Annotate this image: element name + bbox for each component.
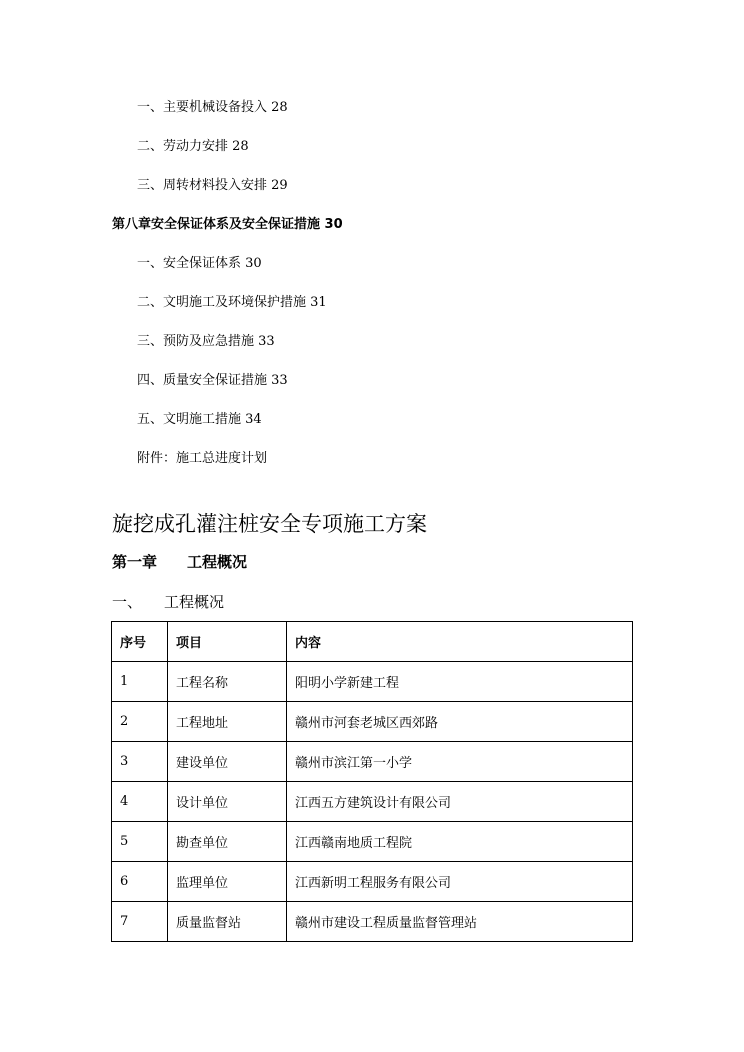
toc-entry: 附件：施工总进度计划	[137, 451, 268, 466]
chapter-heading	[112, 552, 247, 572]
toc-entry: 四、质量安全保证措施 33	[137, 373, 288, 388]
table-header-row	[112, 622, 633, 662]
cell-content: 江西新明工程服务有限公司	[287, 862, 633, 902]
cell-number: 2	[112, 702, 168, 742]
table-row	[112, 742, 633, 782]
toc-entry: 三、周转材料投入安排 29	[137, 178, 288, 193]
cell-number: 6	[112, 862, 168, 902]
toc-entry: 一、安全保证体系 30	[137, 256, 262, 271]
toc-chapter-entry: 第八章安全保证体系及安全保证措施 30	[112, 217, 343, 232]
cell-item: 建设单位	[168, 742, 287, 782]
project-overview-table	[111, 621, 633, 942]
table-row	[112, 702, 633, 742]
toc-entry: 二、劳动力安排 28	[137, 139, 249, 154]
document-title: 旋挖成孔灌注桩安全专项施工方案	[112, 512, 427, 536]
toc-entry: 一、主要机械设备投入 28	[137, 100, 288, 115]
cell-item: 勘查单位	[168, 822, 287, 862]
toc-entry: 二、文明施工及环境保护措施 31	[137, 295, 327, 310]
cell-item: 质量监督站	[168, 902, 287, 942]
header-cell-content: 内容	[287, 622, 633, 662]
cell-content: 赣州市滨江第一小学	[287, 742, 633, 782]
section-title: 工程概况	[164, 593, 225, 611]
cell-content: 赣州市建设工程质量监督管理站	[287, 902, 633, 942]
cell-content: 阳明小学新建工程	[287, 662, 633, 702]
table-row	[112, 822, 633, 862]
section-heading	[112, 592, 224, 612]
table-row	[112, 662, 633, 702]
cell-number: 3	[112, 742, 168, 782]
chapter-number: 第一章	[112, 553, 158, 571]
cell-number: 7	[112, 902, 168, 942]
cell-content: 江西五方建筑设计有限公司	[287, 782, 633, 822]
cell-item: 监理单位	[168, 862, 287, 902]
toc-entry: 三、预防及应急措施 33	[137, 334, 275, 349]
cell-item: 设计单位	[168, 782, 287, 822]
chapter-title: 工程概况	[187, 553, 248, 571]
table-row	[112, 782, 633, 822]
header-cell-number: 序号	[112, 622, 168, 662]
cell-number: 1	[112, 662, 168, 702]
header-cell-item: 项目	[168, 622, 287, 662]
cell-number: 5	[112, 822, 168, 862]
cell-content: 江西赣南地质工程院	[287, 822, 633, 862]
cell-content: 赣州市河套老城区西郊路	[287, 702, 633, 742]
cell-item: 工程名称	[168, 662, 287, 702]
section-number: 一、	[112, 593, 143, 611]
cell-number: 4	[112, 782, 168, 822]
cell-item: 工程地址	[168, 702, 287, 742]
table-row	[112, 862, 633, 902]
toc-entry: 五、文明施工措施 34	[137, 412, 262, 427]
table-row	[112, 902, 633, 942]
